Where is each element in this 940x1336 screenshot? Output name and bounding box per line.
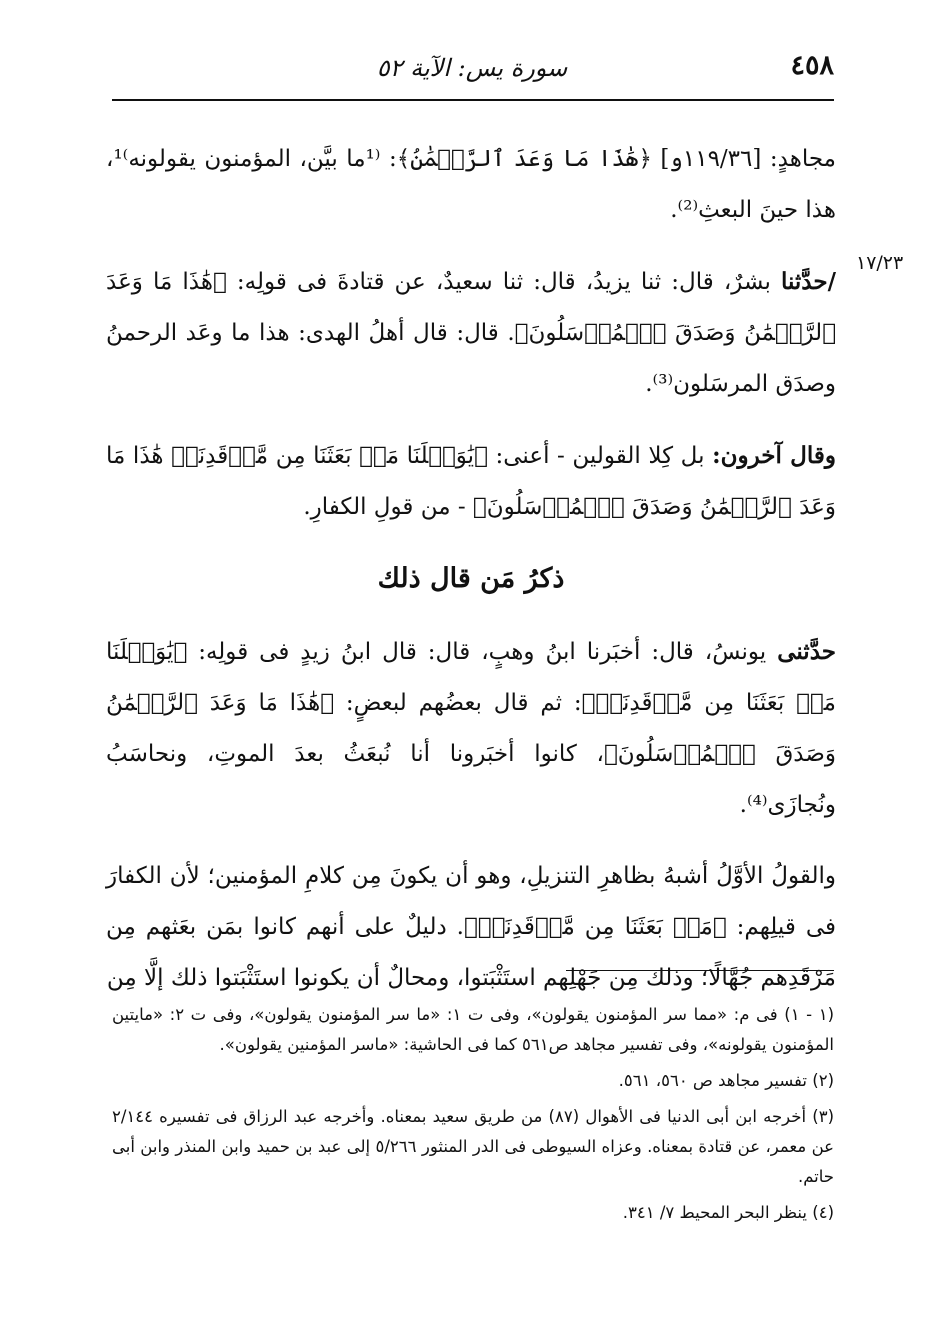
paragraph-2-lead: /حدَّثنا xyxy=(780,268,836,295)
footnotes xyxy=(112,1000,834,1234)
page-header xyxy=(110,46,834,96)
main-text xyxy=(106,134,836,1018)
paragraph-3 xyxy=(106,430,836,533)
section-heading: ذكرُ مَن قال ذلك xyxy=(377,563,565,594)
footnote-1: (١ - ١) فى م: «مما سر المؤمنون يقولون»، وفى ت ١: «ما سر المؤمنون يقولون»، وفى ت ٢: «مايتين المؤمنون يقولونه»، وفى تفسير مجاهد ص٥٦١ كما فى الحاشية: «ماسر المؤمنين يقولون». xyxy=(112,1005,834,1054)
paragraph-4-lead: حدَّثنى xyxy=(777,638,836,665)
footnote-3: (٣) أخرجه ابن أبى الدنيا فى الأهوال (٨٧) من طريق سعيد بمعناه. وأخرجه عبد الرزاق فى تفسيره ٢/١٤٤ عن معمر، عن قتادة بمعناه. وعزاه السيوطى فى الدر المنثور ٥/٢٦٦ إلى عبد بن حميد وابن المنذر وابن أبى حاتم. xyxy=(112,1107,835,1186)
footnote-2: (٢) تفسير مجاهد ص ٥٦٠، ٥٦١. xyxy=(618,1071,834,1090)
header-rule xyxy=(112,99,834,101)
page-number: ٤٥٨ xyxy=(790,50,834,81)
margin-note: ١٧/٢٣ xyxy=(856,252,904,274)
running-head: سورة يس: الآية ٥٢ xyxy=(376,54,568,82)
paragraph-2-text: بشرٌ، قال: ثنا يزيدُ، قال: ثنا سعيدٌ، عن قتادةَ فى قولِه: ﴿هَٰذَا مَا وَعَدَ ٱلرَّحۡمَٰنُ وَصَدَقَ ٱلۡمُرۡسَلُونَ﴾. قال: قال أهلُ الهدى: هذا ما وعَد الرحمنُ وصدَق المرسَلون⁽³⁾. xyxy=(106,269,836,397)
paragraph-3-text: بل كِلا القولين - أعنى: ﴿يَٰوَيۡلَنَا مَنۢ بَعَثَنَا مِن مَّرۡقَدِنَاۜ هَٰذَا مَا وَعَدَ ٱلرَّحۡمَٰنُ وَصَدَقَ ٱلۡمُرۡسَلُونَ﴾ - من قولِ الكفارِ. xyxy=(106,443,836,520)
paragraph-1: مجاهدٍ: [١١٩/٣٦و] ﴿هَٰذَا مَا وَعَدَ ٱلرَّحۡمَٰنُ﴾: ⁽¹ما بيَّن، المؤمنون يقولونه⁾¹، هذا حينَ البعثِ⁽²⁾. xyxy=(106,146,836,223)
paragraph-5: والقولُ الأوَّلُ أشبهُ بظاهرِ التنزيلِ، وهو أن يكونَ مِن كلامِ المؤمنين؛ لأن الكفارَ فى قيلِهم: ﴿مَنۢ بَعَثَنَا مِن مَّرۡقَدِنَاۜ﴾. دليلٌ على أنهم كانوا بمَن بعَثهم مِن مَرْقَدِهم جُهَّالًا؛ وذلك مِن جَهْلِهم استَثْبَتوا، ومحالٌ أن يكونوا استَثْبَتوا ذلك إلَّا مِن xyxy=(106,863,836,991)
paragraph-2 xyxy=(106,256,836,410)
paragraph-4 xyxy=(106,626,836,831)
footnote-rule xyxy=(566,970,834,971)
paragraph-4-text: يونسُ، قال: أخبَرنا ابنُ وهبٍ، قال: قال ابنُ زيدٍ فى قولِه: ﴿يَٰوَيۡلَنَا مَنۢ بَعَثَنَا مِن مَّرۡقَدِنَاۜ﴾: ثم قال بعضُهم لبعضٍ: ﴿هَٰذَا مَا وَعَدَ ٱلرَّحۡمَٰنُ وَصَدَقَ ٱلۡمُرۡسَلُونَ﴾، كانوا أخبَرونا أنا نُبعَثُ بعدَ الموتِ، ونحاسَبُ ونُجازَى⁽⁴⁾. xyxy=(106,639,836,818)
paragraph-3-lead: وقال آخرون: xyxy=(712,442,836,469)
footnote-4: (٤) ينظر البحر المحيط ٧/ ٣٤١. xyxy=(622,1203,834,1222)
